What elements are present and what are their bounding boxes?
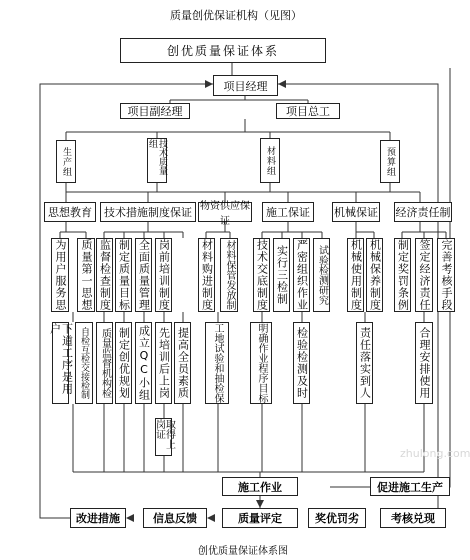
measure-site-testing: 工地试验和抽检保 [205,322,229,404]
deputy-box: 项目副经理 [120,103,190,119]
measure-excellence-plan: 制定创优规划 [115,322,132,404]
category-construction: 施工保证 [262,202,314,222]
measure-work-procedure: 明确作业程序目标 [250,322,272,404]
flow-reward-penalty: 奖优罚劣 [308,508,366,528]
flow-quality-evaluation: 质量评定 [222,508,298,528]
measure-train-first: 先培训后上岗 [155,322,172,404]
measure-pre-job-training: 岗前培训制度 [155,238,172,312]
measure-machine-usage: 机械使用制度 [347,238,364,312]
measure-improve-quality: 提高全员素质 [174,322,191,404]
measure-serve-user: 为用户服务思 [51,238,69,312]
measure-quality-target: 制定质量目标 [115,238,132,312]
flow-feedback: 信息反馈 [143,508,207,528]
promote-production-box: 促进施工生产 [370,477,450,496]
measure-economic-contract: 签定经济责任 [415,238,433,312]
manager-box: 项目经理 [213,75,278,96]
category-economic: 经济责任制 [394,202,452,222]
page-title: 质量创优保证机构（见图） [170,9,302,22]
construction-box: 施工作业 [222,477,298,496]
measure-supervision-agency: 质量监督机构检 [96,322,113,404]
measure-supervision: 监督检查制度 [96,238,113,312]
measure-next-process-user: 下道工序是用户 [52,322,69,404]
system-box: 创优质量保证体系 [120,38,326,63]
category-machinery: 机械保证 [332,202,380,222]
measure-reward-rules: 制定奖罚条例 [394,238,411,312]
chief-engineer-box: 项目总工 [276,103,340,119]
flow-improve-measures: 改进措施 [70,508,126,528]
measure-machine-maintenance: 机械保养制度 [366,238,383,312]
flow-assessment: 考核兑现 [380,508,446,528]
measure-timely-inspection: 检验检测及时 [293,322,310,404]
measure-tqm: 全面质量管理 [135,238,152,312]
figure-caption: 创优质量保证体系图 [198,546,288,557]
measure-quality-first: 质量第一思想 [77,238,95,312]
category-supply: 物资供应保证 [200,201,250,227]
measure-reasonable-use: 合理安排使用 [415,322,433,404]
measure-self-check: 自检互检交接检制 [75,322,93,404]
measure-qc-group: 成立QC小组 [135,322,152,404]
group-budget: 预算组 [380,140,400,183]
group-materials: 材料组 [260,138,280,183]
measure-material-storage: 材料保管发放制 [220,238,238,312]
measure-strict-organization: 严密组织作业 [293,238,310,312]
measure-test-research: 试验检测研究 [313,238,330,312]
measure-three-checks: 实行三检制 [273,238,290,312]
group-tech-quality: 技术质量组 [147,138,167,183]
certificate-box: 取得上岗证 [155,418,172,456]
measure-assessment-means: 完善考核手段 [437,238,455,312]
measure-tech-briefing: 技术交底制度 [253,238,270,312]
category-ideology: 思想教育 [44,202,96,222]
category-tech-measures: 技术措施制度保证 [100,202,196,222]
group-production: 生产组 [56,140,76,183]
watermark: zhulong.com [400,447,470,460]
measure-responsibility: 责任落实到人 [356,322,373,404]
measure-material-purchase: 材料购进制度 [198,238,215,312]
